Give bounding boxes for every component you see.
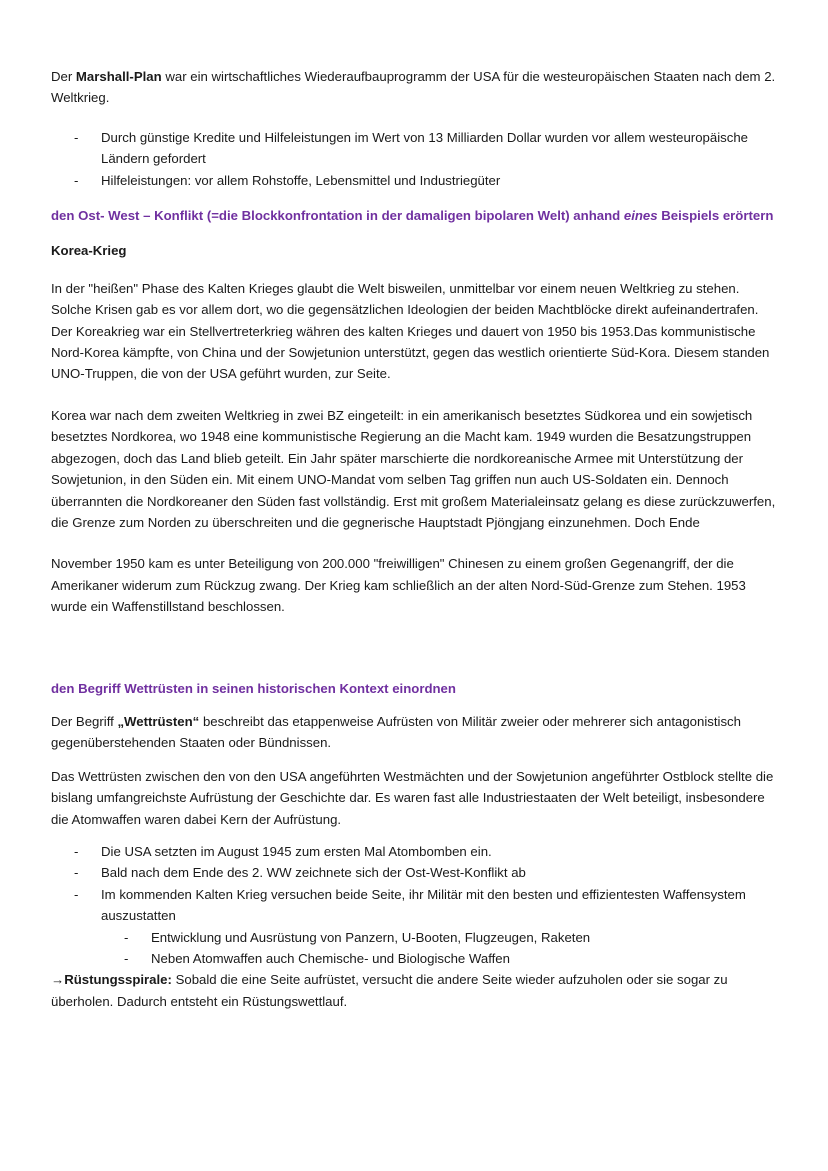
list-item: - Bald nach dem Ende des 2. WW zeichnete sich der Ost-West-Konflikt ab [101, 862, 776, 883]
wettruesten-sublist [101, 927, 776, 970]
list-item: - Die USA setzten im August 1945 zum ersten Mal Atombomben ein. [101, 841, 776, 862]
marshall-term: Marshall-Plan [75, 69, 162, 84]
wettruesten-definition [51, 711, 776, 754]
korea-paragraph-2: Korea war nach dem zweiten Weltkrieg in zwei BZ eingeteilt: in ein amerikanisch besetztes Südkorea und ein sowjetisch besetztes Nordkorea, wo 1948 eine kommunistische Regierung an die Macht kam. 1949 wurden die Besatzungstruppen abgezogen, doch das Land blieb geteilt. Ein Jahr später marschierte die nordkoreanische Armee mit Unterstützung der Sowjetunion, in den Süden ein. Mit einem UNO-Mandat vom selben Tag griffen nun auch US-Soldaten ein. Dennoch überrannten die Nordkoreaner den Süden fast vollständig. Erst mit großem Materialeinsatz gelang es diese zurückzuwerfen, die Grenze zum Norden zu überschreiten und die gegnerische Hauptstadt Pjöngjang einzunehmen. Doch Ende [51, 407, 776, 530]
ruestungsspirale-text: Sobald die eine Seite aufrüstet, versucht die andere Seite wieder aufzuholen oder sie sogar zu überholen. Dadurch entsteht ein Rüstungswettlauf. [51, 972, 728, 1009]
wettruesten-def-term: „Wettrüsten“ [117, 713, 200, 729]
wettruesten-paragraph: Das Wettrüsten zwischen den von den USA angeführten Westmächten und der Sowjetunion angeführter Ostblock stellte die bislang umfangreichste Aufrüstung der Geschichte dar. Es waren fast alle Industriestaaten der Welt beteiligt, insbesondere die Atomwaffen waren dabei Kern der Aufrüstung. [51, 768, 774, 827]
marshall-intro [51, 66, 776, 109]
wettruesten-def-rest: beschreibt das etappenweise Aufrüsten von Militär zweier oder mehrerer sich antagonistisch gegenüberstehenden Staaten oder Bündnissen. [51, 713, 741, 751]
wettruesten-list [51, 841, 776, 969]
sub-list-item: - Entwicklung und Ausrüstung von Panzern, U-Booten, Flugzeugen, Raketen [151, 927, 776, 948]
ostwest-heading [51, 205, 776, 226]
list-item: - Durch günstige Kredite und Hilfeleistungen im Wert von 13 Milliarden Dollar wurden vor allem westeuropäische Ländern gefordert [101, 127, 776, 170]
list-item: - Hilfeleistungen: vor allem Rohstoffe, Lebensmittel und Industriegüter [101, 170, 776, 191]
korea-title: Korea-Krieg [51, 243, 127, 259]
ostwest-heading-part2: Beispiels erörtern [657, 208, 774, 224]
ostwest-heading-part1: den Ost- West – Konflikt (=die Blockkonfrontation in der damaligen bipolaren Welt) anhand [51, 208, 624, 224]
list-item [101, 884, 776, 970]
marshall-rest: war ein wirtschaftliches Wiederaufbauprogramm der USA für die westeuropäischen Staaten nach dem 2. Weltkrieg. [51, 69, 776, 106]
arrow-right-icon: → [51, 972, 65, 988]
marshall-prefix: Der [51, 69, 76, 84]
ostwest-heading-italic: eines [623, 208, 658, 224]
list-item-text: Im kommenden Kalten Krieg versuchen beide Seite, ihr Militär mit den besten und effizientesten Waffensystem auszustatten [101, 886, 746, 924]
sub-list-item: - Neben Atomwaffen auch Chemische- und Biologische Waffen [151, 948, 776, 969]
ruestungsspirale-term: Rüstungsspirale: [64, 972, 172, 988]
korea-paragraph-1: In der "heißen" Phase des Kalten Krieges glaubt die Welt bisweilen, unmittelbar vor einem neuen Weltkrieg zu stehen. Solche Krisen gab es vor allem dort, wo die gegensätzlichen Ideologien der beiden Machtblöcke direkt aufeinandertrafen. Der Koreakrieg war ein Stellvertreterkrieg währen des kalten Krieges und dauert von 1950 bis 1953.Das kommunistische Nord-Korea kämpfte, von China und der Sowjetunion unterstützt, gegen das westlich orientierte Süd-Kora. Diesem standen UNO-Truppen, die von der USA geführt wurden, zur Seite. [51, 280, 770, 382]
wettruesten-heading: den Begriff Wettrüsten in seinen historischen Kontext einordnen [51, 680, 456, 696]
wettruesten-def-prefix: Der Begriff [51, 713, 118, 729]
marshall-list [51, 127, 776, 191]
korea-paragraph-3: November 1950 kam es unter Beteiligung von 200.000 "freiwilligen" Chinesen zu einem großen Gegenangriff, der die Amerikaner widerum zum Rückzug zwang. Der Krieg kam schließlich an der alten Nord-Süd-Grenze zum Stehen. 1953 wurde ein Waffenstillstand beschlossen. [51, 556, 746, 615]
ruestungsspirale-paragraph [51, 969, 776, 1012]
